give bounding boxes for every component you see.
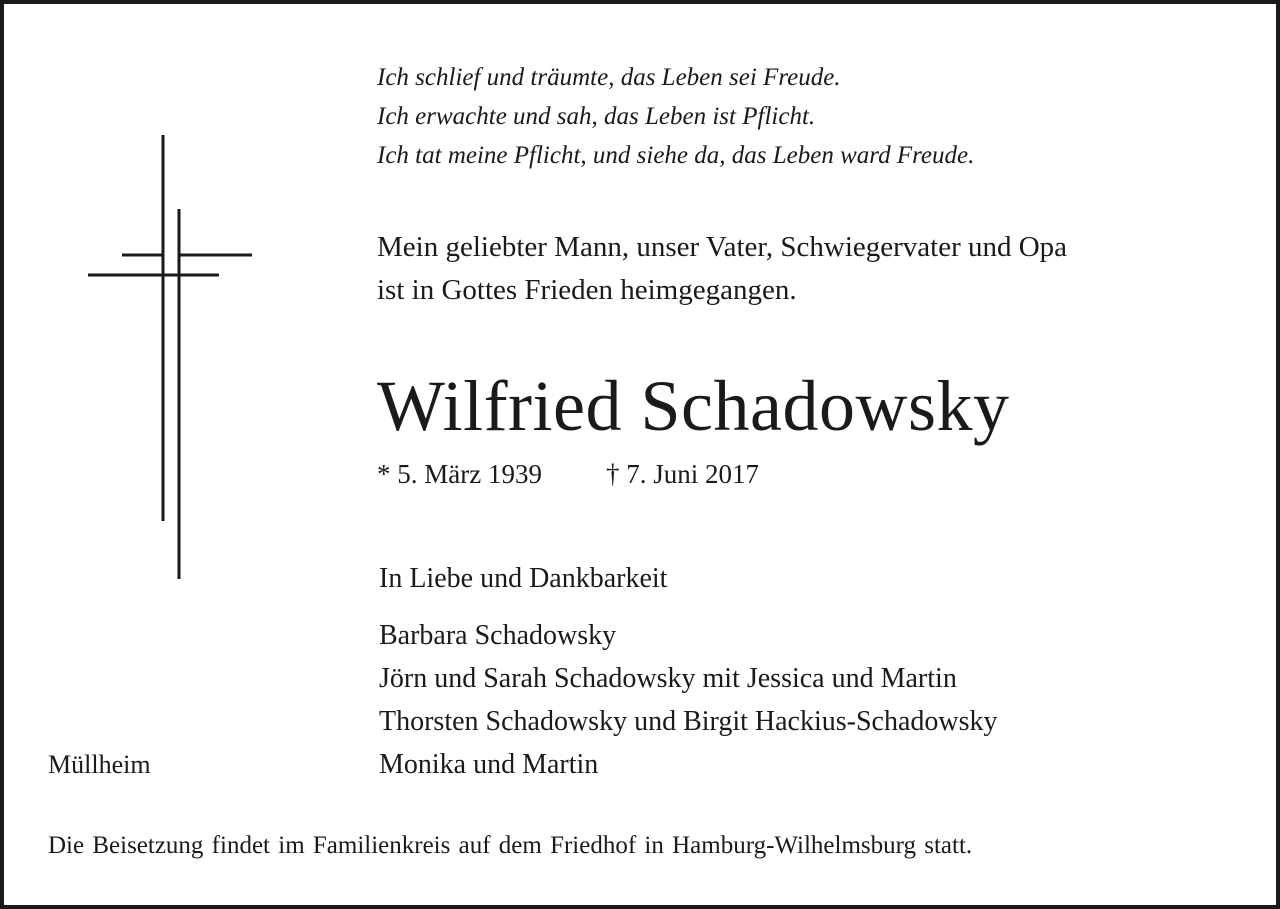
- deceased-name: Wilfried Schadowsky: [377, 366, 1010, 446]
- announcement-line: Mein geliebter Mann, unser Vater, Schwiegervater und Opa: [377, 231, 1068, 263]
- mourner: Monika und Martin: [379, 749, 599, 780]
- poem-line: Ich erwachte und sah, das Leben ist Pflicht.: [377, 103, 816, 130]
- birth-date: * 5. März 1939: [377, 459, 542, 489]
- announcement-line: ist in Gottes Frieden heimgegangen.: [377, 274, 797, 306]
- life-dates: [377, 454, 759, 494]
- place: Müllheim: [48, 750, 151, 779]
- mourner: Jörn und Sarah Schadowsky mit Jessica und Martin: [379, 663, 957, 694]
- poem-line: Ich schlief und träumte, das Leben sei Freude.: [377, 64, 841, 91]
- announcement-text: [377, 226, 1067, 312]
- mourner: Barbara Schadowsky: [379, 620, 617, 651]
- mourner: Thorsten Schadowsky und Birgit Hackius-Schadowsky: [379, 706, 998, 737]
- funeral-notice: Die Beisetzung findet im Familienkreis auf dem Friedhof in Hamburg-Wilhelmsburg statt.: [48, 832, 973, 859]
- cross-icon: [82, 131, 254, 581]
- poem: [377, 58, 974, 175]
- mourners-list: [379, 614, 998, 786]
- poem-line: Ich tat meine Pflicht, und siehe da, das Leben ward Freude.: [377, 142, 975, 169]
- death-date: † 7. Juni 2017: [605, 459, 759, 489]
- closing-phrase: In Liebe und Dankbarkeit: [379, 563, 668, 594]
